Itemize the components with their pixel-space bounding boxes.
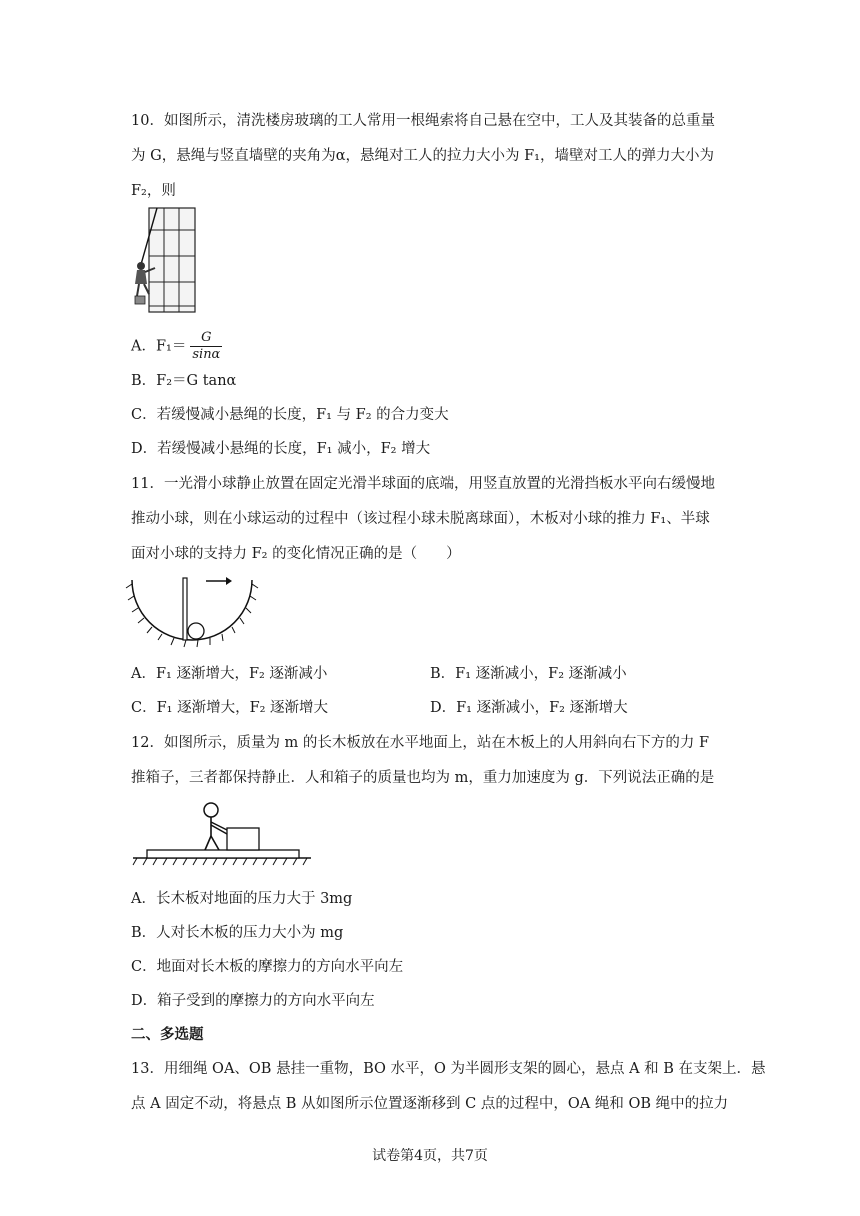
q10-line-3: F₂，则 — [131, 183, 176, 199]
q11-option-c: C．F₁ 逐渐增大，F₂ 逐渐增大 — [131, 700, 329, 716]
q10-option-b: B．F₂＝G tanα — [131, 373, 237, 389]
q12-option-c: C．地面对长木板的摩擦力的方向水平向左 — [131, 959, 404, 975]
window-cleaner-figure — [131, 206, 197, 314]
q13-line-1: 13．用细绳 OA、OB 悬挂一重物，BO 水平，O 为半圆形支架的圆心，悬点 A 和 B 在支架上．悬 — [131, 1061, 766, 1077]
page-footer: 试卷第4页，共7页 — [372, 1148, 488, 1164]
q12-line-1: 12．如图所示，质量为 m 的长木板放在水平地面上，站在木板上的人用斜向右下方的力 F — [131, 735, 710, 751]
section-heading: 二、多选题 — [131, 1026, 204, 1043]
q11-option-a: A．F₁ 逐渐增大，F₂ 逐渐减小 — [131, 666, 328, 682]
q10-line-1: 10．如图所示，清洗楼房玻璃的工人常用一根绳索将自己悬在空中，工人及其装备的总重量 — [131, 113, 715, 129]
fraction-numerator: G — [190, 330, 222, 347]
q11-option-b: B．F₁ 逐渐减小，F₂ 逐渐减小 — [430, 666, 627, 682]
q12-line-2: 推箱子，三者都保持静止．人和箱子的质量也均为 m，重力加速度为 g．下列说法正确的是 — [131, 770, 715, 786]
q10-option-d: D．若缓慢减小悬绳的长度，F₁ 减小，F₂ 增大 — [131, 441, 431, 457]
q10-option-a-prefix: A．F₁＝ — [131, 338, 187, 355]
q10-option-a-fraction — [190, 330, 222, 363]
person-board-box-figure — [131, 798, 313, 868]
q13-line-2: 点 A 固定不动，将悬点 B 从如图所示位置逐渐移到 C 点的过程中，OA 绳和 OB 绳中的拉力 — [131, 1096, 729, 1112]
q11-line-2: 推动小球，则在小球运动的过程中（该过程小球未脱离球面），木板对小球的推力 F₁、半球 — [131, 511, 710, 527]
q11-line-3: 面对小球的支持力 F₂ 的变化情况正确的是（ ） — [131, 546, 461, 562]
fraction-denominator: sinα — [192, 347, 221, 362]
q12-option-a: A．长木板对地面的压力大于 3mg — [131, 891, 353, 907]
q10-option-c: C．若缓慢减小悬绳的长度，F₁ 与 F₂ 的合力变大 — [131, 407, 449, 423]
hemisphere-ball-figure — [124, 572, 260, 650]
q11-option-d: D．F₁ 逐渐减小，F₂ 逐渐增大 — [430, 700, 628, 716]
q12-option-b: B．人对长木板的压力大小为 mg — [131, 925, 344, 941]
q10-option-a — [131, 330, 222, 363]
q11-line-1: 11．一光滑小球静止放置在固定光滑半球面的底端，用竖直放置的光滑挡板水平向右缓慢地 — [131, 476, 715, 492]
q12-option-d: D．箱子受到的摩擦力的方向水平向左 — [131, 993, 375, 1009]
q10-line-2: 为 G，悬绳与竖直墙壁的夹角为α，悬绳对工人的拉力大小为 F₁，墙壁对工人的弹力大小为 — [131, 148, 714, 164]
